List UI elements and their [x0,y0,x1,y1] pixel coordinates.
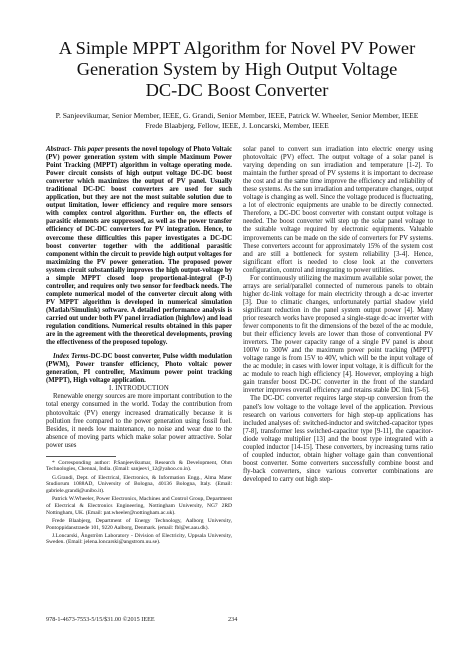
right-column [243,146,433,484]
footnote: G.Grandi, Dept. of Electrical, Electronics, & Information Engg., Alma Mater Studiorum 1088AD, University of Bologna, 40136 Bologna, Italy. (Email: gabriele.grandi@unibo.it). [46,474,232,495]
index-terms-body: -DC-DC boost converter, Pulse width modulation (PWM), Power transfer efficiency, Photo voltaic power generation, PI controller, Maximum power point tracking (MPPT), High voltage application. [46,353,233,385]
footnote: * Corresponding author: P.Sanjeevikumar, Research & Development, Ohm Technologies, Chennai, India. (Email: sanjeevi_12@yahoo.co.in). [46,459,232,473]
footnotes [46,460,232,546]
body-paragraph: The DC-DC converter requires large step-up conversion from the panel's low voltage to the voltage level of the application. Previous research on various converters for high step-up applications has included analyses of: switched-inductor and switched-capacitor types [7-8], transformer less switched-capacitor type [9-11], the capacitor-diode voltage multiplier [13] and the boost type integrated with a coupled inductor [14-15]. These converters, by increasing turns ratio of coupled inductor, obtain higher voltage gain than conventional boost converter. Some converters successfully combine boost and fly-back converters, since various converter combinations are developed to carry out high step- [243,395,433,483]
abstract [46,146,232,347]
paper-title [30,38,444,101]
abstract-lead: Abstract- This paper [46,146,104,153]
body-paragraph: For continuously utilizing the maximum available solar power, the arrays are serial/parallel connected of numerous panels to obtain higher dc-link voltage for main electricity through a dc-ac inverter [3]. Due to climatic changes, unfortunately partial shadow yield significant reduction in the panel system output power [4]. Many prior research works have proposed a single-stage dc-ac inverter with fewer components to fit the dimensions of the bezel of the ac module, but their efficiency levels are lower than those of conventional PV inverters. The power capacity range of a single PV panel is about 100W to 300W and the maximum power point tracking (MPPT) voltage range is from 15V to 40V, which will be the input voltage of the ac module; in cases with lower input voltage, it is difficult for the ac module to reach high efficiency [4]. However, employing a high gain transfer boost DC-DC converter in the front of the standard inverter improves overall efficiency and retains stable DC link [5-6]. [243,274,433,395]
footnote-divider [46,456,116,457]
index-terms [46,353,232,385]
footnote: J.Loncarski, Ångström Laboratory - Division of Electricity, Uppsala University, Sweden. (Email: jelena.loncarski@angstrom.uu.se). [46,532,232,546]
left-column [46,146,232,548]
page-number: 234 [228,616,238,623]
body-paragraph: solar panel to convert sun irradiation into electric energy using photovoltaic (PV) effect. The output voltage of a solar panel is varying depending on sun irradiation and temperature [1-2]. To maintain the further spread of PV systems it is important to decrease the cost and at the same time improve the efficiency and reliability of these systems. As the sun irradiation and temperature changes, output voltage is changing as well. Since the voltage produced is fluctuating, a lot of electronic equipments are unable to be directly connected. Therefore, a DC-DC boost converter with constant output voltage is needed. The boost converter will step up the solar panel voltage to the suitable voltage required by electronic equipments. Valuable improvements can be made on the side of converters for PV systems. These converters account for approximately 15% of the system cost and are still a bottleneck for system reliability [3-4]. Hence, significant effort is needed to close look at the converters configuration, control and integrating to power utilities. [243,146,433,274]
title-line: A Simple MPPT Algorithm for Novel PV Power [58,38,416,58]
footnote: Patrick W.Wheeler, Power Electronics, Machines and Control Group, Department of Electrical & Electronics Engineering, Nottingham University, NG7 2RD Nottingham, UK. (Email: pat.wheeler@nottingham.ac.uk). [46,496,233,516]
intro-paragraph: Renewable energy sources are more important contribution to the total energy consumed in the world. Today the contribution from photovoltaic (PV) energy increased dramatically because it is pollution free compared to the power generation using fossil fuel. Besides, it needs low maintenance, no noise and wear due to the absence of moving parts which make solar power attractive. Solar power uses [46,393,232,449]
title-line: Generation System by High Output Voltage [76,59,398,79]
authors-line: P. Sanjeevikumar, Senior Member, IEEE, G. Grandi, Senior Member, IEEE, Patrick W. Wheeler, Senior Member, IEEE [55,111,419,120]
abstract-body: presents the novel topology of Photo Voltaic (PV) power generation system with simple Maximum Power Point Tracking (MPPT) algorithm in voltage operating mode. Power circuit consists of high output voltage DC-DC boost converter which maximizes the output of PV panel. Usually traditional DC-DC boost converters are used for such application, but they are not the most suitable solution due to output limitation, lower efficiency and require more sensors with complex control algorithm. Further on, the effects of parasitic elements are suppressed, as well as the power transfer efficiency of DC-DC converters for PV integration. Hence, to overcome these difficulties this paper investigates a DC-DC boost converter together with the additional parasitic component within the circuit to provide high output voltages for maximizing the PV power generation. The proposed power system circuit substantially improves the high output-voltage by a simple MPPT closed loop proportional-integral (P-I) controller, and requires only two sensor for feedback needs. The complete numerical model of the converter circuit along with PV MPPT algorithm is developed in numerical simulation (Matlab/Simulink) software. A detailed performance analysis is carried out under both PV panel irradiation (high/low) and load regulation conditions. Numerical results obtained in this paper are in the agreement with the theoretical developments, proving the effectiveness of the proposed topology. [46,146,232,347]
footnote: Frede Blaabjerg, Department of Energy Technology, Aalborg University, Pontoppidanstraede 101, 9220 Aalborg, Denmark. (email: fbl@et.aau.dk). [46,517,232,531]
title-line: DC-DC Boost Converter [145,80,329,100]
index-terms-lead: Index Terms [53,353,89,361]
authors-line: Frede Blaabjerg, Fellow, IEEE, J. Loncarski, Member, IEEE [145,120,329,130]
author-list [30,111,444,131]
copyright-footer: 978-1-4673-7553-5/15/$31.00 ©2015 IEEE [46,616,155,623]
section-heading: I. INTRODUCTION [108,385,169,393]
